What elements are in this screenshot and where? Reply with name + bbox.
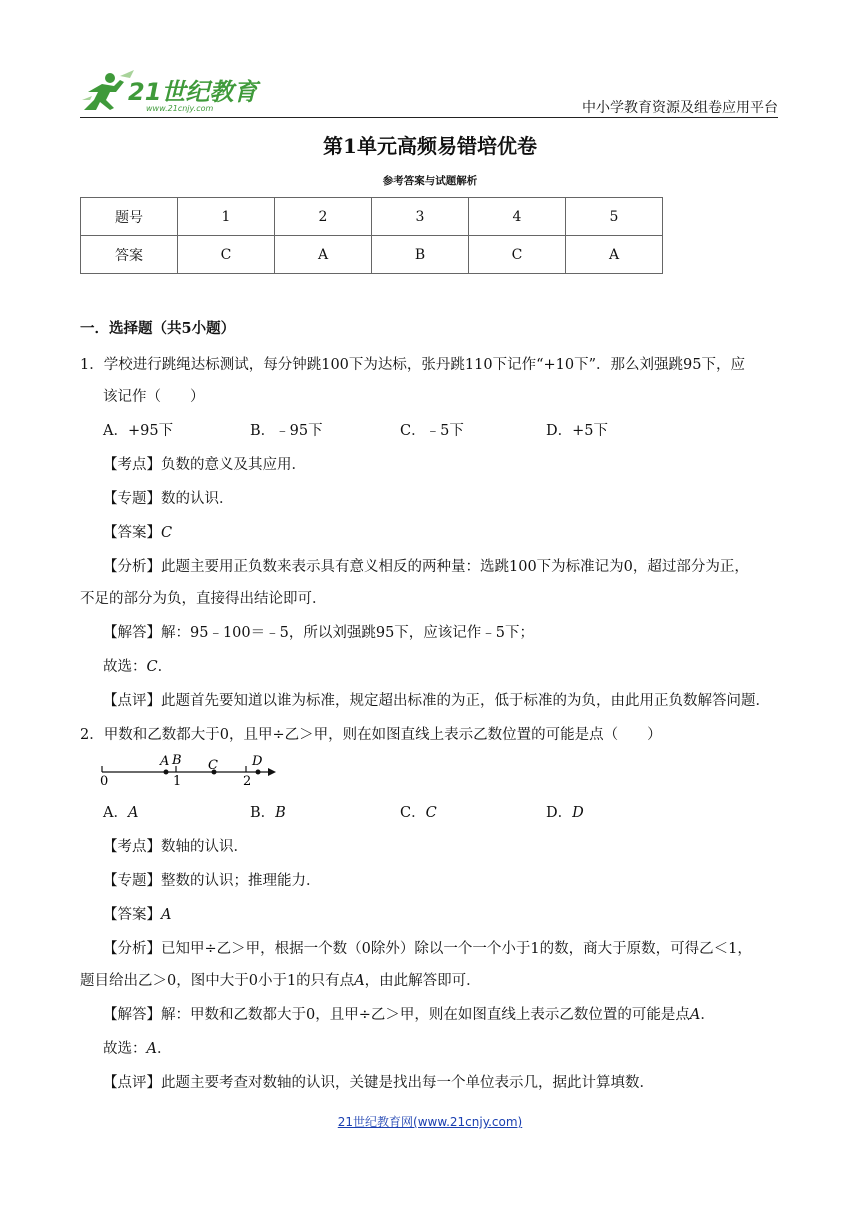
q2-dianping: 【点评】此题主要考查对数轴的认识，关键是找出每一个单位表示几，据此计算填数． — [103, 1075, 654, 1091]
q1-zhuanti: 【专题】数的认识． — [103, 491, 234, 507]
table-cell: C — [178, 236, 275, 274]
section-heading: 一．选择题（共5小题） — [80, 320, 236, 337]
q2-fenxi-line1: 【分析】已知甲÷乙＞甲，根据一个数（0除外）除以一个一个小于1的数，商大于原数，可得乙＜1， — [103, 941, 752, 957]
number-line-figure — [96, 752, 286, 788]
table-cell: C — [469, 236, 566, 274]
footer-link[interactable]: 21世纪教育网(www.21cnjy.com) — [337, 1115, 523, 1129]
q2-kaodian: 【考点】数轴的认识． — [103, 839, 248, 855]
table-cell: 4 — [469, 198, 566, 236]
site-name: 中小学教育资源及组卷应用平台 — [582, 100, 778, 116]
q2-stem: 2．甲数和乙数都大于0，且甲÷乙＞甲，则在如图直线上表示乙数位置的可能是点（ ） — [80, 727, 662, 743]
q1-guxuan: 故选：C． — [103, 659, 173, 675]
answer-table — [80, 197, 663, 274]
table-cell: B — [372, 236, 469, 274]
table-cell: 1 — [178, 198, 275, 236]
q1-answer: 【答案】C — [103, 525, 173, 541]
point-label-c: C — [208, 758, 218, 773]
header-divider — [80, 117, 778, 118]
table-cell: 5 — [566, 198, 663, 236]
table-row — [81, 236, 663, 274]
tick-label-0: 0 — [100, 774, 109, 788]
runner-icon — [82, 70, 134, 110]
svg-text:21世纪教育: 21世纪教育 — [128, 78, 258, 106]
q2-fenxi-line2: 题目给出乙＞0，图中大于0小于1的只有点A，由此解答即可． — [80, 973, 481, 989]
q2-guxuan: 故选：A． — [103, 1041, 172, 1057]
q2-option-d: D．D — [546, 805, 584, 821]
table-cell: A — [275, 236, 372, 274]
point-label-d: D — [252, 754, 263, 769]
q2-option-a: A．A — [103, 805, 139, 821]
logo — [80, 70, 270, 114]
table-header-cell: 答案 — [81, 236, 178, 274]
table-row — [81, 198, 663, 236]
table-cell: A — [566, 236, 663, 274]
q1-option-c: C．﹣5下 — [400, 423, 464, 439]
table-header-cell: 题号 — [81, 198, 178, 236]
tick-label-1: 1 — [173, 774, 182, 788]
page-title: 第1单元高频易错培优卷 — [323, 134, 537, 158]
table-cell: 3 — [372, 198, 469, 236]
point-d-dot — [256, 770, 261, 775]
q2-jieda: 【解答】解：甲数和乙数都大于0，且甲÷乙＞甲，则在如图直线上表示乙数位置的可能是点A． — [103, 1007, 715, 1023]
point-a-dot — [164, 770, 169, 775]
q2-zhuanti: 【专题】整数的认识；推理能力． — [103, 873, 321, 889]
q1-fenxi-line1: 【分析】此题主要用正负数来表示具有意义相反的两种量：选跳100下为标准记为0，超过部分为正， — [103, 559, 749, 575]
q1-fenxi-line2: 不足的部分为负，直接得出结论即可． — [80, 591, 327, 607]
q1-option-d: D．+5下 — [546, 423, 609, 439]
tick-label-2: 2 — [243, 774, 252, 788]
q1-dianping: 【点评】此题首先要知道以谁为标准，规定超出标准的为正，低于标准的为负，由此用正负数解答问题． — [103, 693, 770, 709]
q1-option-b: B．﹣95下 — [250, 423, 323, 439]
page-subtitle: 参考答案与试题解析 — [382, 175, 478, 187]
q1-stem-line2: 该记作（ ） — [103, 389, 205, 405]
q1-kaodian: 【考点】负数的意义及其应用． — [103, 457, 306, 473]
svg-text:www.21cnjy.com: www.21cnjy.com — [146, 104, 214, 113]
q2-option-c: C．C — [400, 805, 437, 821]
q2-answer: 【答案】A — [103, 907, 172, 923]
point-label-b: B — [172, 753, 182, 768]
q1-stem-line1: 1．学校进行跳绳达标测试，每分钟跳100下为达标，张丹跳110下记作“+10下”．那么刘强跳95下，应 — [80, 357, 745, 373]
table-cell: 2 — [275, 198, 372, 236]
number-line-arrow — [268, 768, 276, 776]
point-label-a: A — [160, 754, 170, 769]
q2-option-b: B．B — [250, 805, 286, 821]
q1-jieda: 【解答】解：95﹣100＝﹣5，所以刘强跳95下，应该记作﹣5下； — [103, 625, 535, 641]
q1-option-a: A．+95下 — [103, 423, 174, 439]
